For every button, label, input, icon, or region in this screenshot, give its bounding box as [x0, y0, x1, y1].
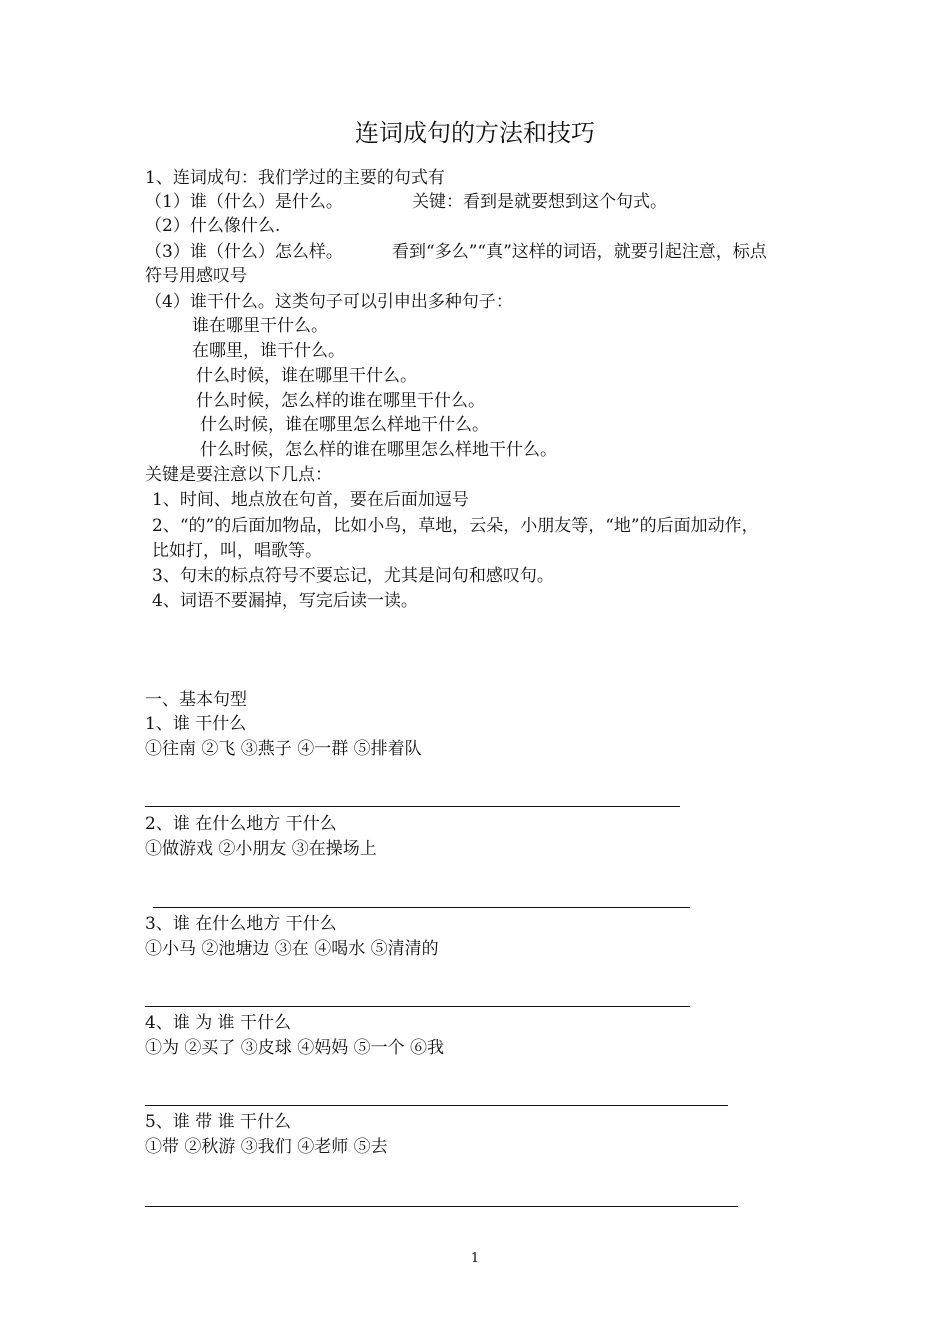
pattern-3-key-cont: 符号用感叹号 [145, 266, 247, 286]
pattern-4: （4）谁干什么。这类句子可以引申出多种句子： [145, 292, 513, 312]
variant-5: 什么时候，谁在哪里怎么样地干什么。 [200, 415, 489, 435]
exercise-5-words: ①带 ②秋游 ③我们 ④老师 ⑤去 [145, 1137, 388, 1157]
variant-1: 谁在哪里干什么。 [192, 316, 328, 336]
pattern-1: （1）谁（什么）是什么。 [145, 192, 343, 212]
exercise-4-label: 4、谁 为 谁 干什么 [145, 1013, 292, 1033]
keypoint-2: 2、“的”的后面加物品，比如小鸟，草地，云朵，小朋友等，“地”的后面加动作， [152, 516, 759, 536]
exercise-2-label: 2、谁 在什么地方 干什么 [145, 814, 337, 834]
exercise-5-answer-line[interactable] [145, 1206, 738, 1207]
page-number: 1 [470, 1251, 480, 1266]
keypoint-4: 4、词语不要漏掉，写完后读一读。 [152, 591, 418, 611]
keypoint-3: 3、句末的标点符号不要忘记，尤其是问句和感叹句。 [152, 566, 554, 586]
pattern-1-key: 关键：看到是就要想到这个句式。 [412, 192, 667, 212]
pattern-3-key: 看到“多么”“真”这样的词语，就要引起注意，标点 [392, 242, 767, 262]
intro-heading: 1、连词成句：我们学过的主要的句式有 [145, 168, 445, 188]
exercise-2-words: ①做游戏 ②小朋友 ③在操场上 [145, 839, 377, 859]
exercise-5-label: 5、谁 带 谁 干什么 [145, 1112, 292, 1132]
keypoint-2-cont: 比如打，叫，唱歌等。 [152, 541, 322, 561]
variant-4: 什么时候，怎么样的谁在哪里干什么。 [196, 391, 485, 411]
pattern-2: （2）什么像什么. [145, 216, 281, 236]
pattern-3: （3）谁（什么）怎么样。 [145, 242, 343, 262]
exercise-3-words: ①小马 ②池塘边 ③在 ④喝水 ⑤清清的 [145, 939, 439, 959]
variant-2: 在哪里，谁干什么。 [192, 341, 345, 361]
keypoint-1: 1、时间、地点放在句首，要在后面加逗号 [152, 490, 469, 510]
exercise-4-answer-line[interactable] [145, 1105, 728, 1106]
variant-3: 什么时候，谁在哪里干什么。 [196, 366, 417, 386]
exercise-3-answer-line[interactable] [145, 1006, 690, 1007]
exercise-1-answer-line[interactable] [145, 806, 680, 807]
exercise-1-words: ①往南 ②飞 ③燕子 ④一群 ⑤排着队 [145, 739, 422, 759]
exercise-1-label: 1、谁 干什么 [145, 714, 247, 734]
exercise-4-words: ①为 ②买了 ③皮球 ④妈妈 ⑤一个 ⑥我 [145, 1038, 445, 1058]
exercise-2-answer-line[interactable] [153, 907, 690, 908]
variant-6: 什么时候，怎么样的谁在哪里怎么样地干什么。 [200, 440, 557, 460]
keypoints-heading: 关键是要注意以下几点： [145, 465, 332, 485]
section-heading: 一、基本句型 [145, 690, 247, 710]
exercise-3-label: 3、谁 在什么地方 干什么 [145, 914, 337, 934]
document-title: 连词成句的方法和技巧 [355, 119, 595, 147]
